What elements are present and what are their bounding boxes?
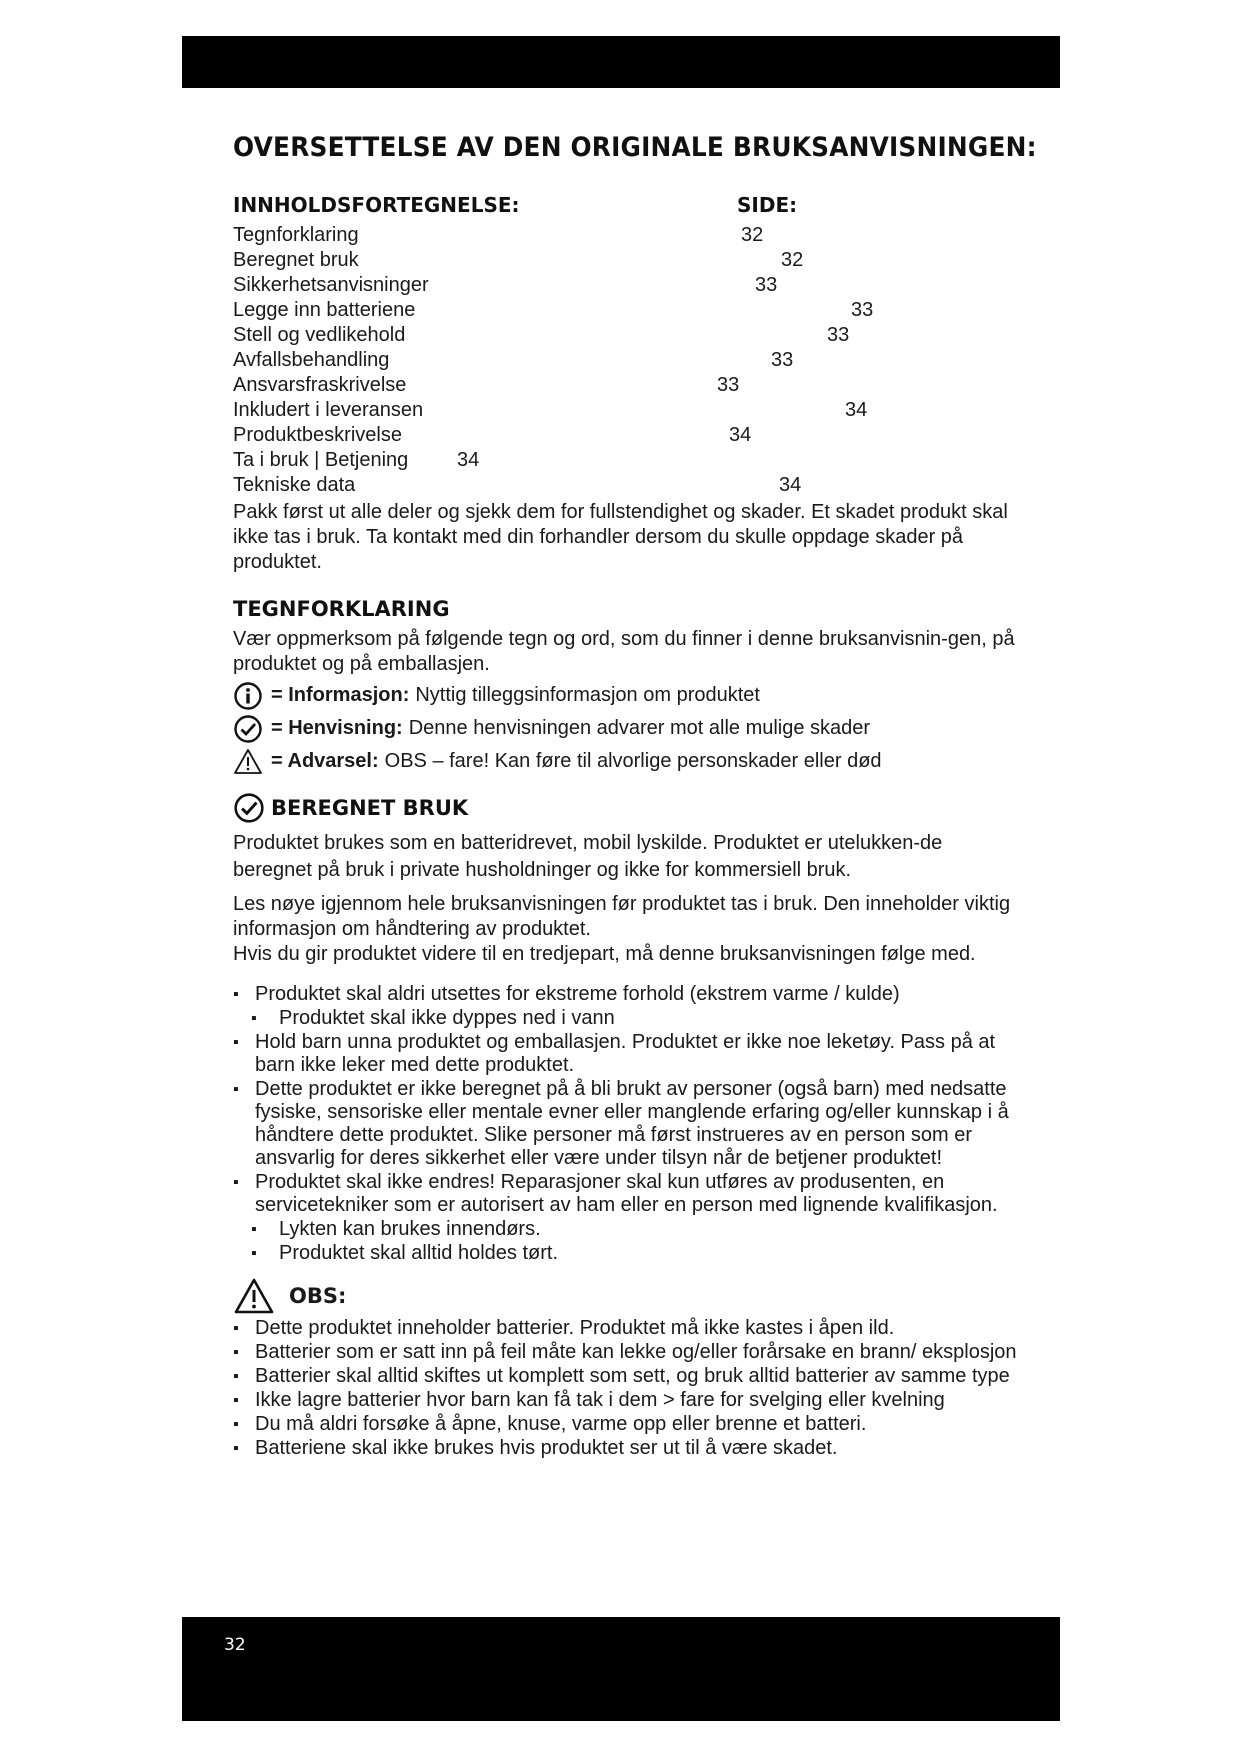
toc-page: 34 <box>845 399 868 421</box>
legend-item-info <box>233 679 1023 712</box>
toc-page: 33 <box>771 349 794 371</box>
footer-bar <box>182 1617 1060 1721</box>
toc-row <box>233 273 1023 298</box>
intended-use-heading-text: BEREGNET BRUK <box>271 796 469 820</box>
legend-heading-text: TEGNFORKLARING <box>233 597 450 621</box>
list-item: ▪ Batterier skal alltid skiftes ut komplett som sett, og bruk alltid batterier av samme type <box>233 1365 1023 1388</box>
intro-text: Pakk først ut alle deler og sjekk dem for fullstendighet og skader. Et skadet produkt skal ikke tas i bruk. Ta kontakt med din forhandler dersom du skulle oppdage skader på produktet. <box>233 501 1008 573</box>
toc-page: 32 <box>741 224 764 246</box>
toc-page: 33 <box>755 274 778 296</box>
toc-row <box>233 323 1023 348</box>
list-item: ▪ Batterier som er satt inn på feil måte kan lekke og/eller forårsake en brann/ eksplosjon <box>233 1341 1023 1364</box>
legend-item-reference <box>233 712 1023 745</box>
toc-page: 34 <box>779 474 802 496</box>
toc-label: Produktbeskrivelse <box>233 424 402 446</box>
legend-desc: OBS – fare! Kan føre til alvorlige personskader eller død <box>384 750 882 772</box>
legend-heading <box>233 597 1023 621</box>
legend-term: = Informasjon: <box>271 684 410 706</box>
toc-page: 34 <box>729 424 752 446</box>
obs-heading <box>233 1277 1023 1315</box>
list-item: ▪ Dette produktet er ikke beregnet på å bli brukt av personer (også barn) med nedsatte fysiske, sensoriske eller mentale evner eller manglende erfaring og/eller kunnskap i å håndtere dette produktet. Slike personer må først instrueres av en person som er ansvarlig for deres sikkerhet eller være under tilsyn når de betjener produktet! <box>233 1078 1023 1170</box>
legend-text: Vær oppmerksom på følgende tegn og ord, som du finner i denne bruksanvisnin-gen, på produktet og på emballasjen. <box>233 628 1015 675</box>
list-item: ▪ Batteriene skal ikke brukes hvis produktet ser ut til å være skadet. <box>233 1437 1023 1460</box>
intended-use-p3: Hvis du gir produktet videre til en tredjepart, må denne bruksanvisningen følge med. <box>233 943 976 965</box>
toc-row <box>233 223 1023 248</box>
toc-label: Sikkerhetsanvisninger <box>233 274 429 296</box>
warning-triangle-icon <box>233 747 263 777</box>
intended-use-heading <box>233 792 1023 824</box>
toc-row <box>233 398 1023 423</box>
toc-row <box>233 248 1023 273</box>
header-bar <box>182 36 1060 88</box>
toc-header <box>233 193 1023 223</box>
list-item: ▪ Dette produktet inneholder batterier. Produktet må ikke kastes i åpen ild. <box>233 1317 1023 1340</box>
toc-label: Avfallsbehandling <box>233 349 390 371</box>
toc-row <box>233 373 1023 398</box>
intended-use-p1: Produktet brukes som en batteridrevet, mobil lyskilde. Produktet er utelukken-de beregnet på bruk i private husholdninger og ikke for kommersiell bruk. <box>233 832 943 881</box>
legend-term: = Advarsel: <box>271 750 379 772</box>
toc-label: Inkludert i leveransen <box>233 399 424 421</box>
toc-page-heading: SIDE: <box>737 193 798 217</box>
list-item: ▪ Produktet skal ikke dyppes ned i vann <box>233 1007 1023 1030</box>
toc-label: Ansvarsfraskrivelse <box>233 374 407 396</box>
toc-page: 32 <box>781 249 804 271</box>
toc-label: Ta i bruk | Betjening <box>233 449 409 471</box>
info-icon <box>233 681 263 711</box>
legend-item-warning <box>233 745 1023 778</box>
toc-list <box>233 223 1023 498</box>
toc-page: 33 <box>717 374 740 396</box>
list-item: ▪ Hold barn unna produktet og emballasjen. Produktet er ikke noe leketøy. Pass på at barn ikke leker med dette produktet. <box>233 1031 1023 1077</box>
toc-row <box>233 448 1023 473</box>
toc-page: 34 <box>457 449 480 471</box>
toc-label: Tekniske data <box>233 474 356 496</box>
legend-list <box>233 679 1023 778</box>
intended-use-p2: Les nøye igjennom hele bruksanvisningen før produktet tas i bruk. Den inneholder viktig informasjon om håndtering av produktet. <box>233 893 1011 940</box>
list-item: ▪ Lykten kan brukes innendørs. <box>233 1218 1023 1241</box>
legend-desc: Nyttig tilleggsinformasjon om produktet <box>415 684 760 706</box>
safety-list <box>233 983 1023 1265</box>
toc-label: Tegnforklaring <box>233 224 359 246</box>
toc-row <box>233 423 1023 448</box>
toc-label: Beregnet bruk <box>233 249 359 271</box>
legend-term: = Henvisning: <box>271 717 403 739</box>
page-number: 32 <box>224 1635 246 1655</box>
toc-label: Legge inn batteriene <box>233 299 416 321</box>
warning-triangle-icon <box>233 1277 275 1315</box>
toc-row <box>233 348 1023 373</box>
toc-page: 33 <box>827 324 850 346</box>
document-title: OVERSETTELSE AV DEN ORIGINALE BRUKSANVISNINGEN: <box>233 132 1037 163</box>
check-circle-icon <box>233 714 263 744</box>
list-item: ▪ Produktet skal aldri utsettes for ekstreme forhold (ekstrem varme / kulde) <box>233 983 1023 1006</box>
obs-list <box>233 1317 1023 1460</box>
toc-page: 33 <box>851 299 874 321</box>
list-item: ▪ Du må aldri forsøke å åpne, knuse, varme opp eller brenne et batteri. <box>233 1413 1023 1436</box>
toc-label: Stell og vedlikehold <box>233 324 406 346</box>
toc-row <box>233 298 1023 323</box>
list-item: ▪ Ikke lagre batterier hvor barn kan få tak i dem > fare for svelging eller kvelning <box>233 1389 1023 1412</box>
toc-row <box>233 473 1023 498</box>
toc-heading: INNHOLDSFORTEGNELSE: <box>233 193 520 217</box>
check-circle-icon <box>233 792 265 824</box>
obs-heading-text: OBS: <box>289 1284 347 1308</box>
legend-desc: Denne henvisningen advarer mot alle mulige skader <box>408 717 871 739</box>
list-item: ▪ Produktet skal alltid holdes tørt. <box>233 1242 1023 1265</box>
list-item: ▪ Produktet skal ikke endres! Reparasjoner skal kun utføres av produsenten, en servicetekniker som er autorisert av ham eller en person med lignende kvalifikasjon. <box>233 1171 1023 1217</box>
page-content <box>233 132 1037 1461</box>
